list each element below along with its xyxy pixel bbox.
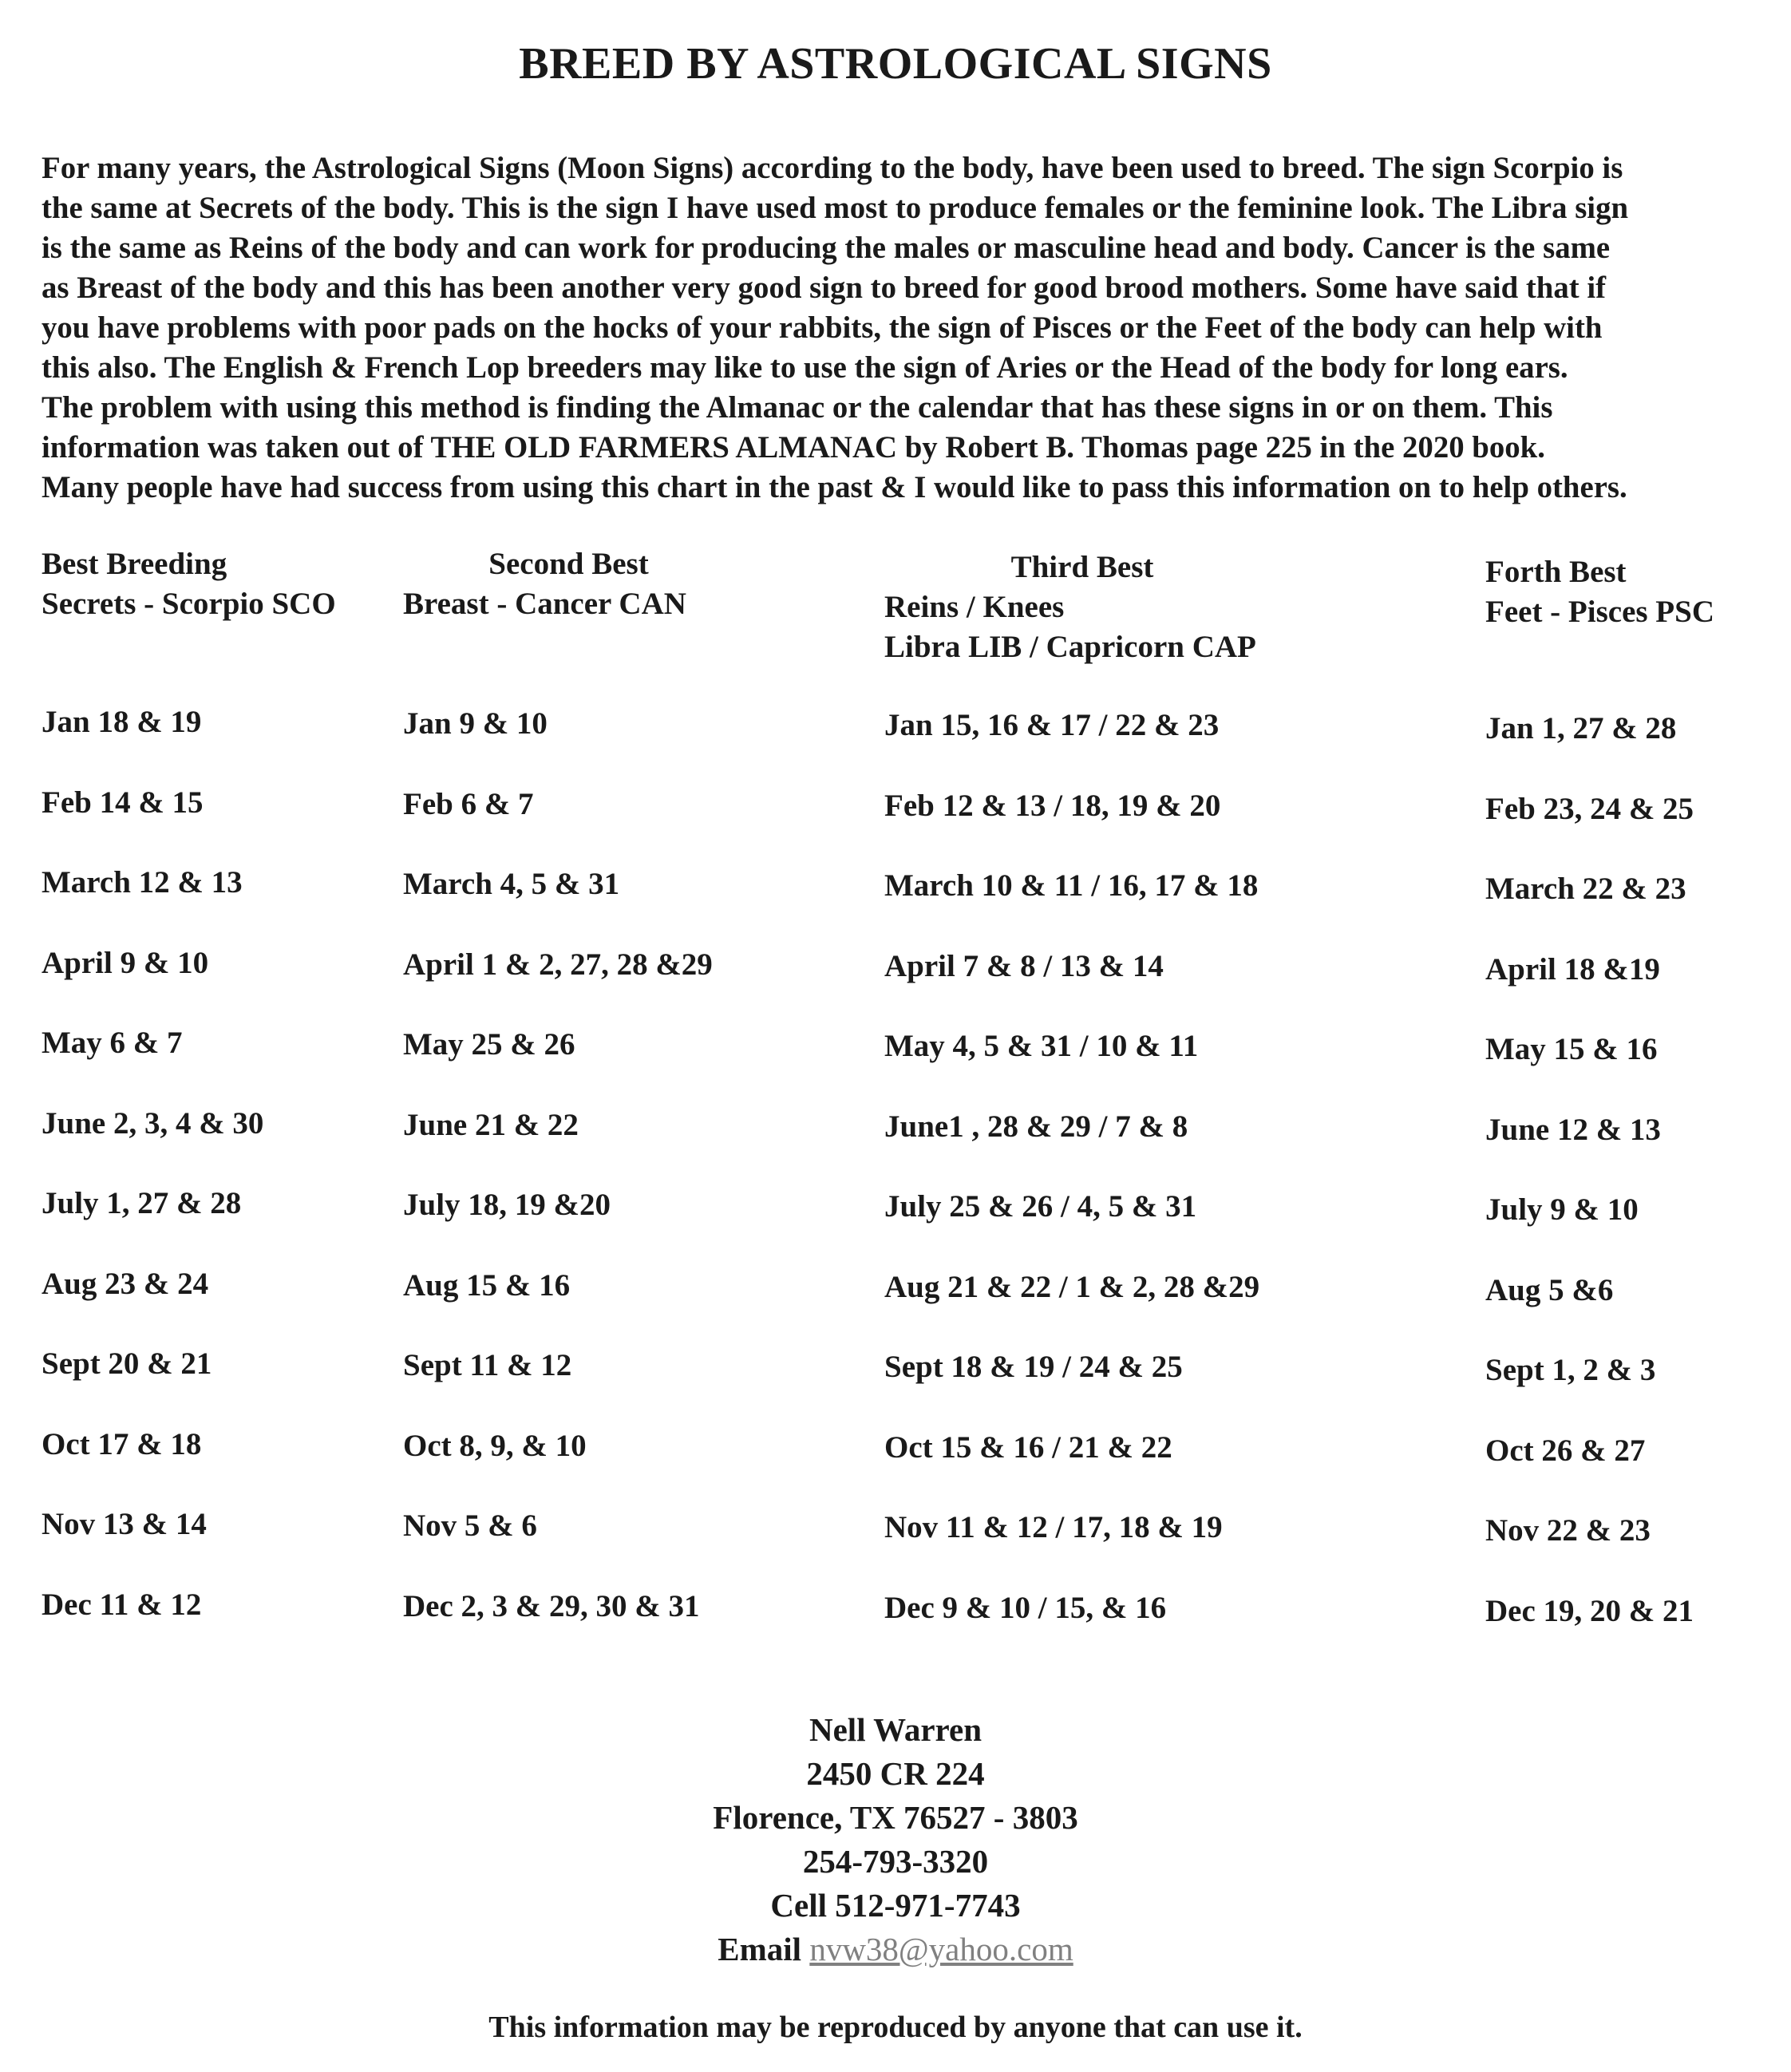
column-heading [1485,552,1714,632]
date-entry: Dec 9 & 10 / 15, & 16 [884,1590,1167,1625]
column-heading-sign: Feet - Pisces PSC [1485,595,1714,629]
date-entry: April 18 &19 [1485,951,1660,987]
date-entry: Sept 11 & 12 [403,1348,572,1382]
page-title: BREED BY ASTROLOGICAL SIGNS [519,39,1272,89]
date-list [884,706,1259,1668]
intro-line: The problem with using this method is finding the Almanac or the calendar that has these signs in or on them. This [42,390,1553,425]
date-entry: Feb 23, 24 & 25 [1485,791,1694,826]
date-entry: March 10 & 11 / 16, 17 & 18 [884,868,1259,903]
intro-line: the same at Secrets of the body. This is the sign I have used most to produce females or the feminine look. The Libra sign [42,191,1629,225]
date-entry: Aug 5 &6 [1485,1272,1614,1307]
column-second-best [403,544,734,1623]
date-entry: Oct 17 & 18 [42,1426,202,1461]
contact-email-label: Email [718,1931,802,1967]
date-entry: Nov 5 & 6 [403,1509,537,1543]
date-entry: Aug 15 & 16 [403,1267,571,1303]
date-entry: Aug 21 & 22 / 1 & 2, 28 &29 [884,1269,1260,1304]
date-entry: July 9 & 10 [1485,1192,1639,1227]
date-entry: Feb 12 & 13 / 18, 19 & 20 [884,788,1221,823]
date-list [1485,709,1694,1671]
intro-line: information was taken out of THE OLD FARMERS ALMANAC by Robert B. Thomas page 225 in the 2020 book. [42,430,1545,465]
date-entry: April 9 & 10 [42,945,209,980]
date-entry: May 25 & 26 [403,1027,575,1062]
date-entry: Nov 11 & 12 / 17, 18 & 19 [884,1510,1223,1544]
date-entry: April 1 & 2, 27, 28 &29 [403,947,713,982]
date-entry: March 12 & 13 [42,865,243,900]
column-heading [884,548,1280,667]
date-entry: June 12 & 13 [1485,1112,1661,1147]
date-entry: July 25 & 26 / 4, 5 & 31 [884,1189,1197,1224]
date-entry: Jan 1, 27 & 28 [1485,711,1677,745]
intro-line: Many people have had success from using this chart in the past & I would like to pass this information on to help others. [42,470,1627,504]
date-entry: Sept 18 & 19 / 24 & 25 [884,1350,1183,1384]
date-entry: June 21 & 22 [403,1107,579,1142]
contact-email-link[interactable]: nvw38@yahoo.com [809,1931,1073,1967]
column-heading-title: Second Best [488,547,649,581]
date-entry: May 4, 5 & 31 / 10 & 11 [884,1029,1199,1063]
column-heading-title: Third Best [1010,550,1154,584]
contact-phone: 254-793-3320 [802,1843,989,1880]
date-entry: Feb 6 & 7 [403,786,534,821]
column-heading-sign: Reins / Knees [884,590,1065,624]
column-heading [42,544,336,624]
date-entry: Nov 22 & 23 [1485,1513,1651,1548]
date-entry: Sept 20 & 21 [42,1346,212,1381]
column-third-best [884,548,1280,1625]
column-heading-title: Best Breeding [42,547,227,581]
column-heading-title: Forth Best [1485,555,1627,589]
date-entry: March 22 & 23 [1485,872,1686,906]
contact-city: Florence, TX 76527 - 3803 [713,1799,1078,1836]
footer-note: This information may be reproduced by anyone that can use it. [488,2011,1303,2044]
column-heading-sign: Secrets - Scorpio SCO [42,587,336,621]
date-entry: Oct 8, 9, & 10 [403,1428,587,1463]
date-list [42,702,263,1665]
date-entry: Dec 19, 20 & 21 [1485,1593,1694,1628]
date-entry: Nov 13 & 14 [42,1507,207,1541]
column-forth-best [1485,552,1714,1628]
date-entry: June1 , 28 & 29 / 7 & 8 [884,1109,1188,1144]
column-best-breeding [42,544,336,1622]
date-entry: Jan 9 & 10 [403,706,548,741]
date-entry: Dec 2, 3 & 29, 30 & 31 [403,1588,700,1623]
contact-email-row [0,1928,1791,1971]
intro-line: this also. The English & French Lop breeders may like to use the sign of Aries or the Head of the body for long ears. [42,350,1568,385]
date-entry: Jan 15, 16 & 17 / 22 & 23 [884,708,1220,742]
date-entry: June 2, 3, 4 & 30 [42,1105,264,1141]
intro-line: is the same as Reins of the body and can work for producing the males or masculine head and body. Cancer is the same [42,231,1611,265]
date-entry: Aug 23 & 24 [42,1266,209,1301]
date-entry: Sept 1, 2 & 3 [1485,1353,1656,1387]
date-entry: Dec 11 & 12 [42,1587,202,1622]
column-heading-sign: Libra LIB / Capricorn CAP [884,630,1256,664]
date-entry: May 15 & 16 [1485,1032,1658,1066]
contact-address: 2450 CR 224 [806,1755,985,1792]
date-entry: July 18, 19 &20 [403,1188,611,1222]
date-entry: Oct 15 & 16 / 21 & 22 [884,1429,1172,1465]
date-entry: May 6 & 7 [42,1026,183,1060]
date-list [403,704,713,1667]
date-entry: Oct 26 & 27 [1485,1433,1646,1468]
intro-paragraph [42,148,1628,508]
date-entry: March 4, 5 & 31 [403,867,620,901]
column-heading-sign: Breast - Cancer CAN [403,587,686,621]
contact-name: Nell Warren [809,1711,982,1748]
date-entry: April 7 & 8 / 13 & 14 [884,948,1164,983]
contact-block [0,1708,1791,1971]
intro-line: For many years, the Astrological Signs (Moon Signs) according to the body, have been used to breed. The sign Scorpio is [42,151,1623,185]
intro-line: as Breast of the body and this has been another very good sign to breed for good brood mothers. Some have said that if [42,271,1607,305]
contact-cell: Cell 512-971-7743 [770,1887,1021,1924]
date-entry: Jan 18 & 19 [42,705,202,739]
date-entry: Feb 14 & 15 [42,785,204,820]
intro-line: you have problems with poor pads on the hocks of your rabbits, the sign of Pisces or the Feet of the body can help with [42,310,1603,345]
column-heading [403,544,734,624]
date-entry: July 1, 27 & 28 [42,1186,242,1220]
